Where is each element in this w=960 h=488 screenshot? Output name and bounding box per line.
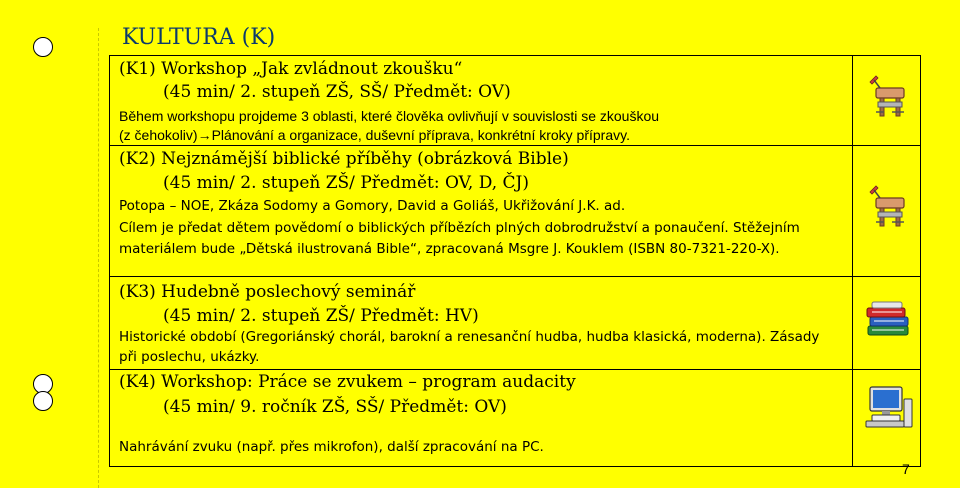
- binder-hole: [33, 391, 53, 411]
- page-number: 7: [902, 461, 910, 477]
- k2-desc-line2: Cílem je předat dětem povědomí o biblických příbězích plných dobrodružství a ponaučení. Stěžejním: [119, 220, 800, 236]
- k3-meta: (45 min/ 2. stupeň ZŠ/ Předmět: HV): [163, 306, 479, 326]
- k3-desc-line2: při poslechu, ukázky.: [119, 349, 260, 365]
- k1-desc-line1: Během workshopu projdeme 3 oblasti, které člověka ovlivňují v souvislosti se zkouškou: [119, 108, 660, 124]
- k2-title: (K2) Nejznámější biblické příběhy (obrázková Bible): [119, 149, 569, 169]
- k4-meta: (45 min/ 9. ročník ZŠ, SŠ/ Předmět: OV): [163, 397, 507, 417]
- margin-line: [98, 28, 99, 488]
- page-title: KULTURA (K): [122, 25, 276, 50]
- k1-title: (K1) Workshop „Jak zvládnout zkoušku“: [119, 59, 463, 79]
- k2-desc-line1: Potopa – NOE, Zkáza Sodomy a Gomory, David a Goliáš, Ukřižování J.K. ad.: [119, 198, 626, 214]
- school-desk-icon: [862, 72, 912, 122]
- books-icon: [864, 300, 912, 340]
- row-divider: [109, 145, 921, 146]
- k3-desc-line1: Historické období (Gregoriánský chorál, barokní a renesanční hudba, hudba klasická, moderna). Zásady: [119, 329, 820, 345]
- k4-desc-line1: Nahrávání zvuku (např. přes mikrofon), další zpracování na PC.: [119, 439, 544, 455]
- row-divider: [109, 369, 921, 370]
- k2-meta: (45 min/ 2. stupeň ZŠ/ Předmět: OV, D, ČJ): [163, 173, 530, 193]
- binder-hole: [33, 37, 53, 57]
- school-desk-icon: [862, 182, 912, 232]
- k1-desc-line2: (z čehokoliv)→Plánování a organizace, duševní příprava, konkrétní kroky přípravy.: [119, 127, 630, 143]
- k1-meta: (45 min/ 2. stupeň ZŠ, SŠ/ Předmět: OV): [163, 82, 511, 102]
- k3-title: (K3) Hudebně poslechový seminář: [119, 282, 416, 302]
- k4-title: (K4) Workshop: Práce se zvukem – program audacity: [119, 372, 576, 392]
- row-divider: [109, 276, 921, 277]
- k2-desc-line3: materiálem bude „Dětská ilustrovaná Bible“, zpracovaná Msgre J. Kouklem (ISBN 80-7321-220-X).: [119, 241, 780, 257]
- computer-icon: [864, 385, 914, 430]
- column-divider: [852, 55, 853, 467]
